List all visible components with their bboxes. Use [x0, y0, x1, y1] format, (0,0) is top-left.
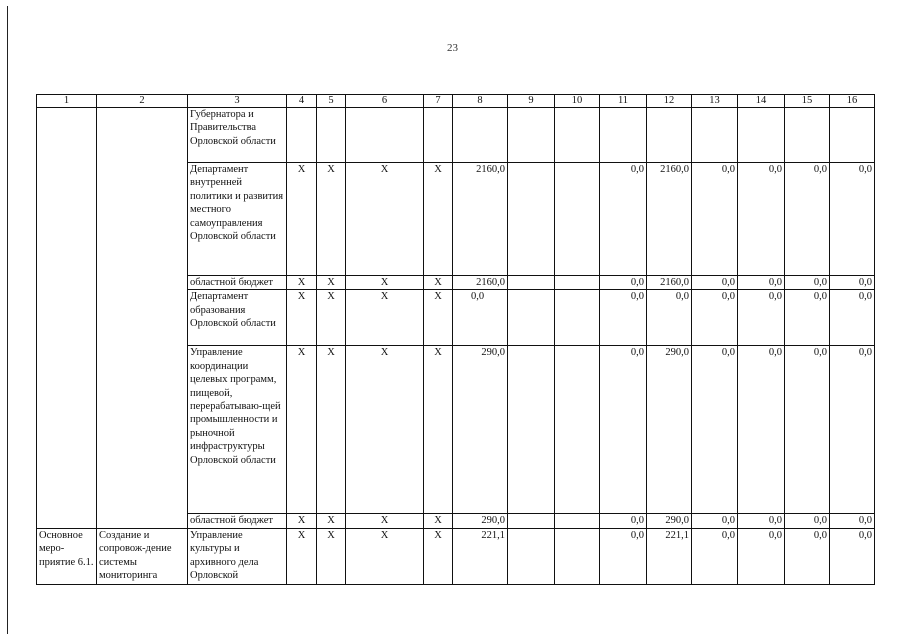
value-cell: 0,0 — [785, 346, 830, 514]
value-cell: Х — [317, 290, 346, 346]
header-cell: 9 — [508, 95, 555, 108]
value-cell: 0,0 — [738, 528, 785, 584]
value-cell: 0,0 — [738, 276, 785, 290]
table-row — [37, 528, 875, 584]
value-cell — [508, 108, 555, 163]
value-cell: 290,0 — [453, 346, 508, 514]
executor-cell: Управление координации целевых программ, пищевой, перерабатываю-щей промышленности и рыночной инфраструктуры Орловской области — [188, 346, 287, 514]
value-cell: Х — [317, 346, 346, 514]
value-cell — [555, 514, 600, 528]
value-cell — [555, 346, 600, 514]
value-cell: Х — [346, 346, 424, 514]
value-cell: 0,0 — [692, 290, 738, 346]
value-cell — [692, 108, 738, 163]
value-cell: 0,0 — [785, 528, 830, 584]
value-cell — [555, 163, 600, 276]
value-cell: Х — [424, 514, 453, 528]
value-cell: Х — [287, 346, 317, 514]
column-number-header-row — [37, 95, 875, 108]
executor-cell: областной бюджет — [188, 514, 287, 528]
value-cell — [555, 108, 600, 163]
value-cell: 0,0 — [600, 528, 647, 584]
value-cell: Х — [424, 163, 453, 276]
activity-number-cell: Основное меро-приятие 6.1. — [37, 528, 97, 584]
value-cell: 0,0 — [738, 514, 785, 528]
value-cell: 290,0 — [647, 346, 692, 514]
page-number: 23 — [447, 42, 458, 54]
value-cell: 0,0 — [600, 290, 647, 346]
value-cell — [555, 276, 600, 290]
value-cell — [785, 108, 830, 163]
value-cell: Х — [424, 290, 453, 346]
header-cell: 1 — [37, 95, 97, 108]
value-cell: 290,0 — [453, 514, 508, 528]
value-cell — [508, 290, 555, 346]
value-cell — [508, 346, 555, 514]
header-cell: 10 — [555, 95, 600, 108]
executor-cell: Управление культуры и архивного дела Орловской — [188, 528, 287, 584]
value-cell: 0,0 — [600, 276, 647, 290]
header-cell: 16 — [830, 95, 875, 108]
value-cell — [508, 276, 555, 290]
value-cell: Х — [287, 276, 317, 290]
executor-cell: Департамент образования Орловской области — [188, 290, 287, 346]
table-row — [37, 108, 875, 163]
header-cell: 11 — [600, 95, 647, 108]
header-cell: 6 — [346, 95, 424, 108]
value-cell: Х — [317, 163, 346, 276]
value-cell: Х — [424, 528, 453, 584]
value-cell: 0,0 — [647, 290, 692, 346]
header-cell: 8 — [453, 95, 508, 108]
value-cell: 0,0 — [738, 290, 785, 346]
value-cell: Х — [287, 514, 317, 528]
value-cell: 2160,0 — [647, 276, 692, 290]
header-cell: 5 — [317, 95, 346, 108]
value-cell: 0,0 — [785, 163, 830, 276]
value-cell: Х — [346, 290, 424, 346]
value-cell — [600, 108, 647, 163]
value-cell: 0,0 — [785, 276, 830, 290]
value-cell: Х — [346, 514, 424, 528]
value-cell: 0,0 — [453, 290, 508, 346]
executor-cell: областной бюджет — [188, 276, 287, 290]
value-cell: 0,0 — [830, 514, 875, 528]
value-cell: 221,1 — [453, 528, 508, 584]
value-cell: Х — [317, 276, 346, 290]
header-cell: 4 — [287, 95, 317, 108]
value-cell: Х — [287, 163, 317, 276]
value-cell: 0,0 — [830, 290, 875, 346]
value-cell: 2160,0 — [647, 163, 692, 276]
value-cell: 0,0 — [692, 163, 738, 276]
executor-cell: Департамент внутренней политики и развития местного самоуправления Орловской области — [188, 163, 287, 276]
value-cell — [317, 108, 346, 163]
header-cell: 3 — [188, 95, 287, 108]
value-cell: 0,0 — [830, 346, 875, 514]
value-cell: 0,0 — [692, 528, 738, 584]
value-cell: 2160,0 — [453, 276, 508, 290]
header-cell: 13 — [692, 95, 738, 108]
merged-empty-cell-col1 — [37, 108, 97, 529]
value-cell — [508, 163, 555, 276]
value-cell — [555, 528, 600, 584]
value-cell: Х — [287, 290, 317, 346]
header-cell: 2 — [97, 95, 188, 108]
value-cell: 0,0 — [692, 276, 738, 290]
header-cell: 15 — [785, 95, 830, 108]
merged-empty-cell-col2 — [97, 108, 188, 529]
value-cell: 0,0 — [738, 346, 785, 514]
header-cell: 14 — [738, 95, 785, 108]
value-cell: 0,0 — [830, 528, 875, 584]
value-cell: Х — [346, 528, 424, 584]
header-cell: 7 — [424, 95, 453, 108]
value-cell: 0,0 — [600, 346, 647, 514]
value-cell — [453, 108, 508, 163]
value-cell: 0,0 — [830, 276, 875, 290]
value-cell — [738, 108, 785, 163]
executor-cell: Губернатора и Правительства Орловской области — [188, 108, 287, 163]
value-cell: 221,1 — [647, 528, 692, 584]
value-cell — [508, 528, 555, 584]
value-cell — [346, 108, 424, 163]
value-cell — [424, 108, 453, 163]
value-cell: 290,0 — [647, 514, 692, 528]
value-cell: 2160,0 — [453, 163, 508, 276]
page-left-edge-line — [7, 6, 8, 634]
value-cell: 0,0 — [692, 346, 738, 514]
value-cell: Х — [287, 528, 317, 584]
value-cell: Х — [317, 528, 346, 584]
value-cell — [647, 108, 692, 163]
value-cell: Х — [424, 346, 453, 514]
value-cell: 0,0 — [785, 290, 830, 346]
value-cell: Х — [424, 276, 453, 290]
budget-table — [36, 94, 875, 585]
value-cell — [287, 108, 317, 163]
value-cell: 0,0 — [830, 163, 875, 276]
value-cell: 0,0 — [600, 163, 647, 276]
value-cell — [830, 108, 875, 163]
value-cell: 0,0 — [692, 514, 738, 528]
value-cell: 0,0 — [738, 163, 785, 276]
value-cell: 0,0 — [785, 514, 830, 528]
value-cell — [555, 290, 600, 346]
value-cell: 0,0 — [600, 514, 647, 528]
value-cell — [508, 514, 555, 528]
header-cell: 12 — [647, 95, 692, 108]
value-cell: Х — [346, 276, 424, 290]
value-cell: Х — [317, 514, 346, 528]
value-cell: Х — [346, 163, 424, 276]
activity-name-cell: Создание и сопровож-дение системы мониторинга — [97, 528, 188, 584]
